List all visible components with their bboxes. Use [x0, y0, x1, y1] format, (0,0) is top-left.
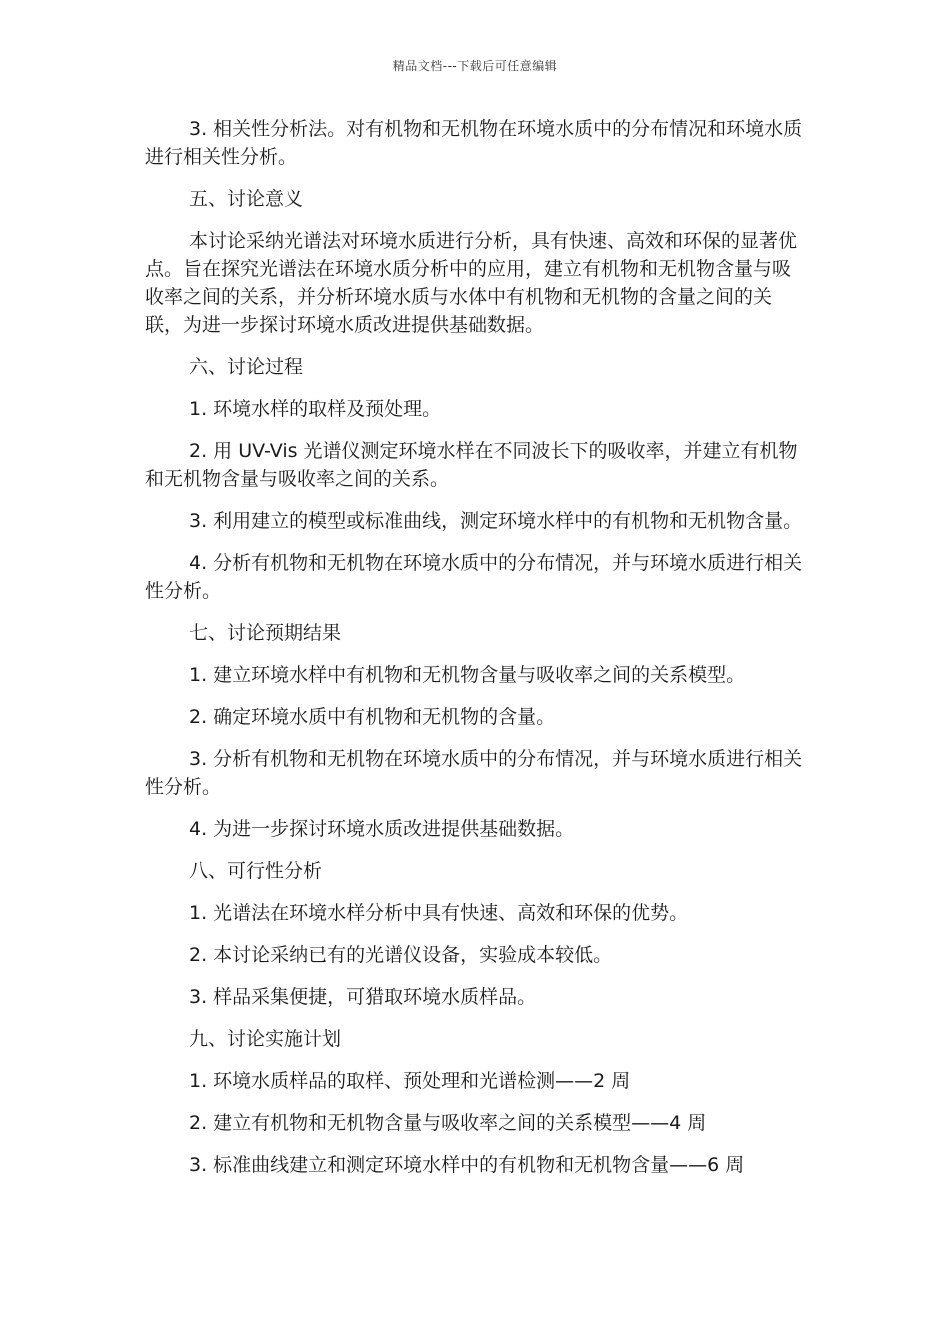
- list-item-plan-1: 1. 环境水质样品的取样、预处理和光谱检测——2 周: [189, 1070, 631, 1092]
- section-heading-feasibility: 八、可行性分析: [189, 860, 323, 882]
- document-body: [145, 115, 805, 1193]
- paragraph-method-3: 3. 相关性分析法。对有机物和无机物在环境水质中的分布情况和环境水质进行相关性分析。: [145, 118, 803, 168]
- list-item-expected-3: 3. 分析有机物和无机物在环境水质中的分布情况，并与环境水质进行相关性分析。: [145, 748, 803, 798]
- section-heading-process: 六、讨论过程: [189, 356, 304, 378]
- paragraph-significance: 本讨论采纳光谱法对环境水质进行分析，具有快速、高效和环保的显著优点。旨在探究光谱法在环境水质分析中的应用，建立有机物和无机物含量与吸收率之间的关系，并分析环境水质与水体中有机物和无机物的含量之间的关联，为进一步探讨环境水质改进提供基础数据。: [145, 230, 798, 336]
- list-item-feasibility-2: 2. 本讨论采纳已有的光谱仪设备，实验成本较低。: [189, 944, 613, 966]
- section-heading-plan: 九、讨论实施计划: [189, 1028, 342, 1050]
- list-item-feasibility-3: 3. 样品采集便捷，可猎取环境水质样品。: [189, 986, 537, 1008]
- list-item-process-1: 1. 环境水样的取样及预处理。: [189, 398, 442, 420]
- list-item-plan-2: 2. 建立有机物和无机物含量与吸收率之间的关系模型——4 周: [189, 1112, 707, 1134]
- section-heading-expected: 七、讨论预期结果: [189, 622, 342, 644]
- list-item-process-2: 2. 用 UV-Vis 光谱仪测定环境水样在不同波长下的吸收率，并建立有机物和无机物含量与吸收率之间的关系。: [145, 440, 798, 490]
- list-item-expected-4: 4. 为进一步探讨环境水质改进提供基础数据。: [189, 818, 575, 840]
- list-item-feasibility-1: 1. 光谱法在环境水样分析中具有快速、高效和环保的优势。: [189, 902, 689, 924]
- list-item-expected-1: 1. 建立环境水样中有机物和无机物含量与吸收率之间的关系模型。: [189, 664, 746, 686]
- page-header: 精品文档---下载后可任意编辑: [392, 59, 558, 73]
- list-item-expected-2: 2. 确定环境水质中有机物和无机物的含量。: [189, 706, 556, 728]
- list-item-process-3: 3. 利用建立的模型或标准曲线，测定环境水样中的有机物和无机物含量。: [189, 510, 803, 532]
- section-heading-significance: 五、讨论意义: [189, 188, 304, 210]
- list-item-process-4: 4. 分析有机物和无机物在环境水质中的分布情况，并与环境水质进行相关性分析。: [145, 552, 803, 602]
- list-item-plan-3: 3. 标准曲线建立和测定环境水样中的有机物和无机物含量——6 周: [189, 1154, 745, 1176]
